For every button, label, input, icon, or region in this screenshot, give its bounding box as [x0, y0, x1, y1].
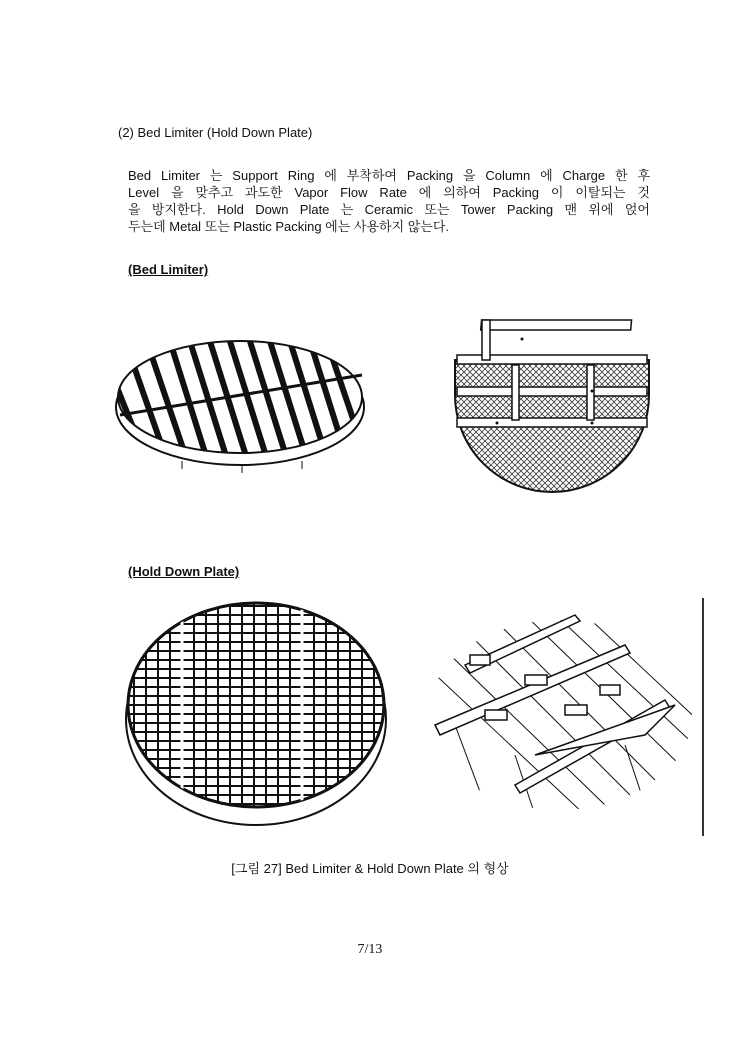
page-number: 7/13 [357, 942, 383, 957]
vertical-rule [702, 598, 704, 836]
hold-down-plate-illustration-2 [425, 605, 703, 815]
bed-limiter-illustration-1 [112, 335, 372, 475]
paragraph-line: Bed Limiter 는 Support Ring 에 부착하여 Packing 을 Column 에 Charge 한 후 [128, 168, 650, 183]
paragraph-line: 두는데 Metal 또는 Plastic Packing 에는 사용하지 않는다. [128, 219, 450, 234]
bed-limiter-label: (Bed Limiter) [128, 262, 209, 277]
hold-down-plate-illustration-1 [122, 597, 394, 835]
figure-caption: [그림 27] Bed Limiter & Hold Down Plate 의 형상 [231, 861, 509, 876]
paragraph-line: Level 을 맞추고 과도한 Vapor Flow Rate 에 의하여 Packing 이 이탈되는 것 [128, 185, 650, 200]
bed-limiter-illustration-2 [452, 315, 652, 493]
body-paragraph [128, 167, 650, 235]
hold-down-plate-label: (Hold Down Plate) [128, 564, 240, 579]
paragraph-line: 을 방지한다. Hold Down Plate 는 Ceramic 또는 Tower Packing 맨 위에 얹어 [128, 202, 650, 217]
section-heading: (2) Bed Limiter (Hold Down Plate) [118, 125, 313, 140]
